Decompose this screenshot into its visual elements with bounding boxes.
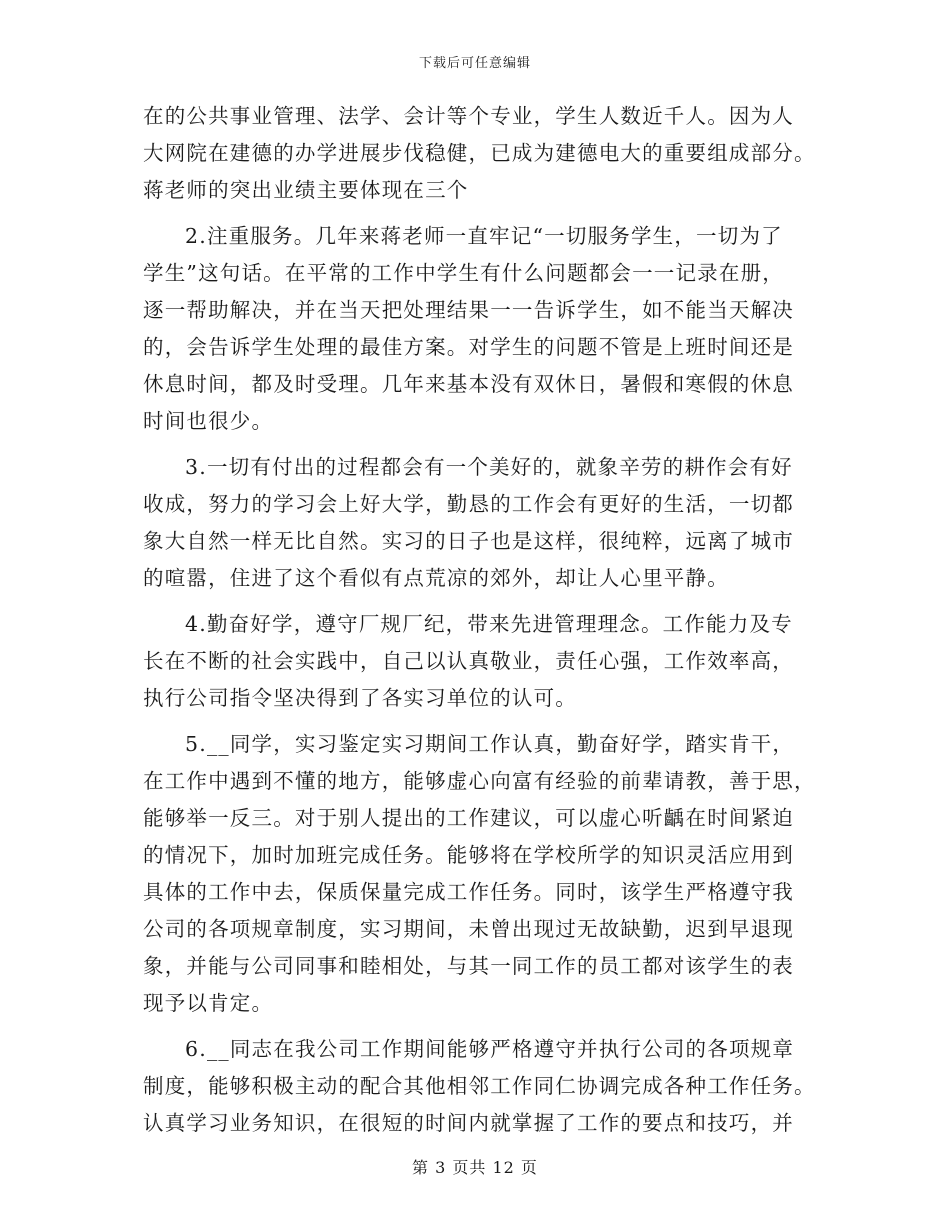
paragraph-2 [143,218,808,440]
text-line: 现予以肯定。 [143,991,274,1015]
text-line: 4.勤奋好学，遵守厂规厂纪，带来先进管理理念。工作能力及专 [185,612,793,636]
text-line: 认真学习业务知识，在很短的时间内就掌握了工作的要点和技巧，并 [143,1111,794,1135]
text-line: 制度，能够积极主动的配合其他相邻工作同仁协调完成各种工作任务。 [143,1074,816,1098]
text-line: 学生”这句话。在平常的工作中学生有什么问题都会一一记录在册， [143,261,784,285]
text-line: 的喧嚣，住进了这个看似有点荒凉的郊外，却让人心里平静。 [143,566,729,590]
paragraph-5 [143,726,816,1022]
text-line: 在的公共事业管理、法学、会计等个专业，学生人数近千人。因为人 [143,104,794,128]
paragraph-1 [143,98,816,209]
text-line: 象，并能与公司同事和睦相处，与其一同工作的员工都对该学生的表 [143,954,794,978]
paragraph-6 [143,1031,816,1142]
text-line: 大网院在建德的办学进展步伐稳健，已成为建德电大的重要组成部分。 [143,141,816,165]
text-line: 5.__同学，实习鉴定实习期间工作认真，勤奋好学，踏实肯干， [185,732,795,756]
text-line: 6.__同志在我公司工作期间能够严格遵守并执行公司的各项规章 [185,1037,795,1061]
text-line: 的情况下，加时加班完成任务。能够将在学校所学的知识灵活应用到 [143,843,794,867]
text-line: 象大自然一样无比自然。实习的日子也是这样，很纯粹，远离了城市 [143,529,794,553]
paragraph-3 [143,449,808,597]
text-line: 具体的工作中去，保质保量完成工作任务。同时，该学生严格遵守我 [143,880,794,904]
text-line: 2.注重服务。几年来蒋老师一直牢记“一切服务学生，一切为了 [185,224,783,248]
text-line: 3.一切有付出的过程都会有一个美好的，就象辛劳的耕作会有好 [185,455,793,479]
page-header: 下载后可任意编辑 [418,56,531,71]
text-line: 能够举一反三。对于别人提出的工作建议，可以虚心听齲在时间紧迫 [143,806,794,830]
text-line: 蒋老师的突出业绩主要体现在三个 [143,178,469,202]
page-footer: 第 3 页共 12 页 [412,1158,538,1177]
text-line: 的，会告诉学生处理的最佳方案。对学生的问题不管是上班时间还是 [143,335,794,359]
text-line: 长在不断的社会实践中，自己以认真敬业，责任心强，工作效率高， [143,649,794,673]
text-line: 执行公司指令坚决得到了各实习单位的认可。 [143,686,577,710]
document-body [143,98,816,1151]
paragraph-4 [143,606,808,717]
text-line: 在工作中遇到不懂的地方，能够虚心向富有经验的前辈请教，善于思， [143,769,816,793]
text-line: 逐一帮助解决，并在当天把处理结果一一告诉学生，如不能当天解决 [143,298,794,322]
text-line: 休息时间，都及时受理。几年来基本没有双休日，暑假和寒假的休息 [143,372,794,396]
text-line: 时间也很少。 [143,409,274,433]
text-line: 收成，努力的学习会上好大学，勤恳的工作会有更好的生活，一切都 [143,492,794,516]
text-line: 公司的各项规章制度，实习期间，未曾出现过无故缺勤，迟到早退现 [143,917,794,941]
